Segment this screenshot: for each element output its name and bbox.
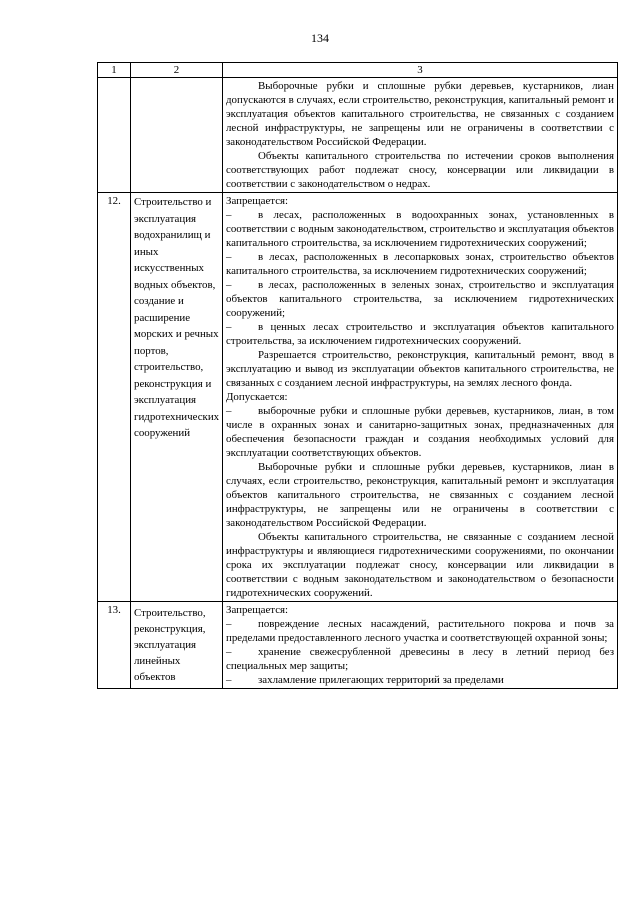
header-cell-3: 3 xyxy=(223,63,618,78)
row-number: 12. xyxy=(98,193,131,602)
paragraph: Объекты капитального строительства по истечении сроков выполнения соответствующих работ подлежат сносу, консервации или ликвидации в соответствии с законодательством о недрах. xyxy=(226,150,614,190)
dash-marker: – xyxy=(226,279,232,291)
table-row-13 xyxy=(98,602,618,689)
dash-marker: – xyxy=(226,209,232,221)
row-number: 13. xyxy=(98,602,131,689)
activity-name-text: Строительство, реконструкция, эксплуатация линейных объектов xyxy=(134,607,206,683)
table-row-12 xyxy=(98,193,618,602)
list-item-text: в ценных лесах строительство и эксплуатация объектов капитального строительства, за исключением гидротехнических сооружений. xyxy=(226,321,614,347)
table-header-row xyxy=(98,63,618,78)
row-activity-name xyxy=(131,602,223,689)
list-item xyxy=(226,617,614,645)
paragraph: Объекты капитального строительства, не связанные с созданием лесной инфраструктуры и являющиеся гидротехническими сооружениями, по окончании срока их эксплуатации подлежат сносу, консервации или ликвидации в соответствии с водным законодательством и законодательством о безопасности гидротехнических сооружений. xyxy=(226,531,614,599)
row-name-cell xyxy=(131,78,223,193)
dash-marker: – xyxy=(226,618,232,630)
header-cell-1: 1 xyxy=(98,63,131,78)
row-number-cell xyxy=(98,78,131,193)
zoning-table xyxy=(97,62,618,689)
paragraph: Выборочные рубки и сплошные рубки деревьев, кустарников, лиан в случаях, если строительство, реконструкция, капитальный ремонт и эксплуатация объектов капитального строительства, не связанных с созданием лесной инфраструктуры, не запрещены или не ограничены в соответствии с законодательством Российской Федерации. xyxy=(226,461,614,529)
paragraph: Запрещается: xyxy=(226,604,289,616)
list-item-text: хранение свежесрубленной древесины в лесу в летний период без специальных мер защиты; xyxy=(226,646,614,672)
list-item xyxy=(226,250,614,278)
list-item xyxy=(226,208,614,250)
list-item xyxy=(226,673,614,687)
dash-marker: – xyxy=(226,251,232,263)
list-item-text: повреждение лесных насаждений, растительного покрова и почв за пределами предоставленного лесного участка и соответствующей охранной зоны; xyxy=(226,618,614,644)
list-item xyxy=(226,404,614,460)
list-item-text: в лесах, расположенных в зеленых зонах, строительство и эксплуатация объектов капитального строительства, за исключением гидротехнических сооружений; xyxy=(226,279,614,319)
activity-name-text: Строительство и эксплуатация водохранилищ и иных искусственных водных объектов, создание и расширение морских и речных портов, строительство, реконструкция и эксплуатация гидротехнических сооружений xyxy=(134,196,220,439)
paragraph: Разрешается строительство, реконструкция, капитальный ремонт, ввод в эксплуатацию и вывод из эксплуатации объектов капитального строительства, не связанных с созданием лесной инфраструктуры, на землях лесного фонда. xyxy=(226,349,614,389)
row-text-cell xyxy=(223,78,618,193)
list-item xyxy=(226,320,614,348)
list-item-text: в лесах, расположенных в водоохранных зонах, установленных в соответствии с водным законодательством, строительство и эксплуатация объектов капитального строительства, за исключением гидротехнических сооружений; xyxy=(226,209,614,249)
table-row-continuation xyxy=(98,78,618,193)
dash-marker: – xyxy=(226,321,232,333)
list-item-text: в лесах, расположенных в лесопарковых зонах, строительство объектов капитального строительства, за исключением гидротехнических сооружений; xyxy=(226,251,614,277)
paragraph: Выборочные рубки и сплошные рубки деревьев, кустарников, лиан допускаются в случаях, если строительство, реконструкция, капитальный ремонт и эксплуатация объектов капитального строительства, не связанных с созданием лесной инфраструктуры, не запрещены или не ограничены в соответствии с законодательством Российской Федерации. xyxy=(226,80,614,148)
row-text-cell xyxy=(223,193,618,602)
paragraph: Запрещается: xyxy=(226,195,289,207)
paragraph: Допускается: xyxy=(226,391,288,403)
list-item-text: выборочные рубки и сплошные рубки деревьев, кустарников, лиан, в том числе в охранных зонах и санитарно-защитных зонах, предназначенных для обеспечения безопасности граждан и создания необходимых условий для эксплуатации соответствующих объектов. xyxy=(226,405,614,459)
list-item-text: захламление прилегающих территорий за пределами xyxy=(258,674,504,686)
dash-marker: – xyxy=(226,405,232,417)
row-text-cell xyxy=(223,602,618,689)
row-activity-name xyxy=(131,193,223,602)
dash-marker: – xyxy=(226,674,232,686)
header-cell-2: 2 xyxy=(131,63,223,78)
list-item xyxy=(226,645,614,673)
page-number: 134 xyxy=(311,31,329,45)
list-item xyxy=(226,278,614,320)
dash-marker: – xyxy=(226,646,232,658)
